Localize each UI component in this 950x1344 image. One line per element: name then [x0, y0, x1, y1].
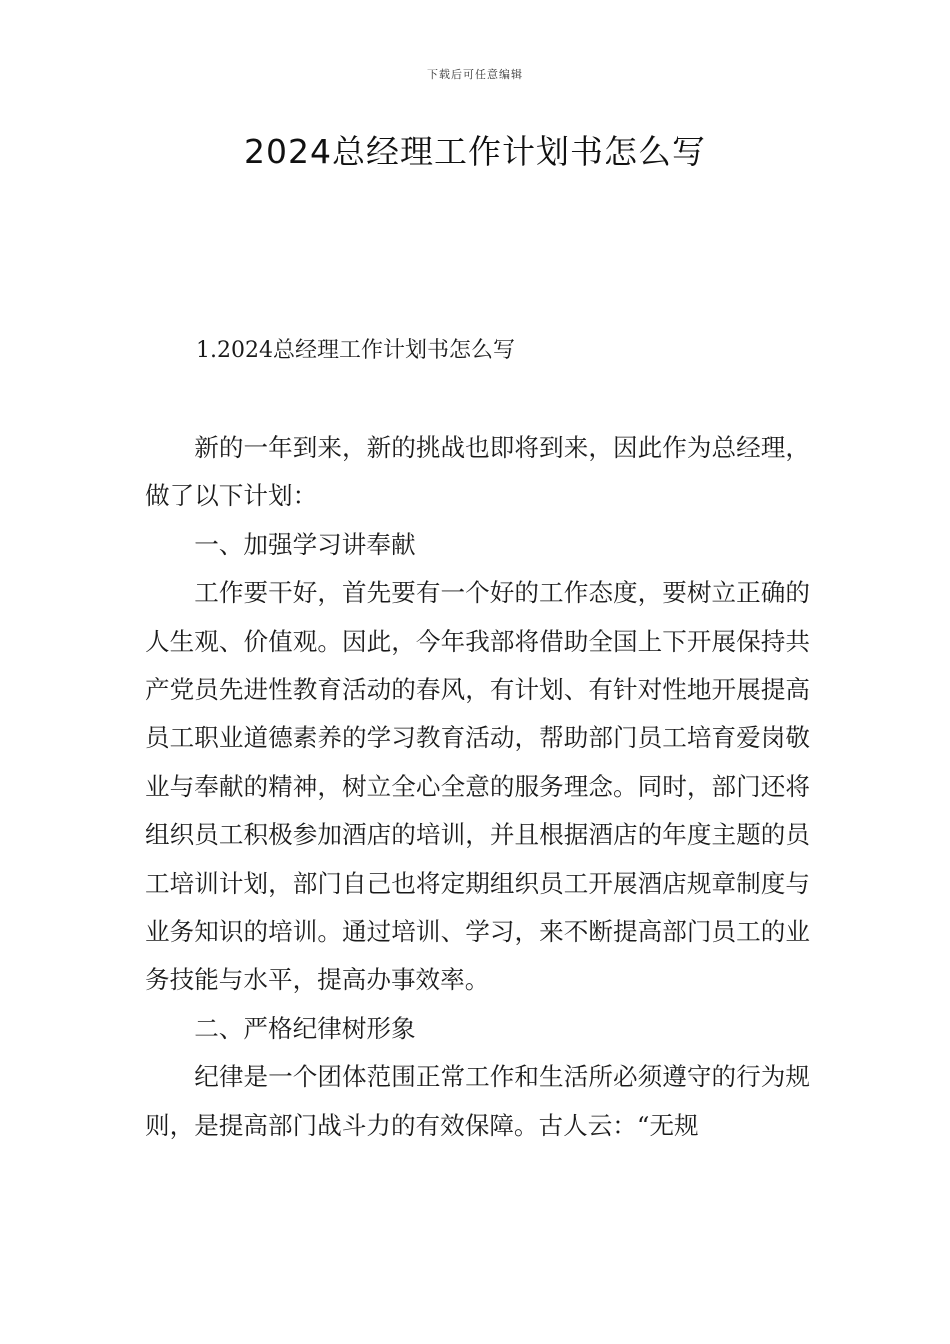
document-body	[145, 424, 810, 1150]
document-title: 2024总经理工作计划书怎么写	[244, 132, 706, 171]
paragraph-discipline: 纪律是一个团体范围正常工作和生活所必须遵守的行为规则，是提高部门战斗力的有效保障。古人云：“无规	[145, 1062, 810, 1140]
paragraph-study: 工作要干好，首先要有一个好的工作态度，要树立正确的人生观、价值观。因此，今年我部将借助全国上下开展保持共产党员先进性教育活动的春风，有计划、有针对性地开展提高员工职业道德素养的学习教育活动，帮助部门员工培育爱岗敬业与奉献的精神，树立全心全意的服务理念。同时，部门还将组织员工积极参加酒店的培训，并且根据酒店的年度主题的员工培训计划，部门自己也将定期组织员工开展酒店规章制度与业务知识的培训。通过培训、学习，来不断提高部门员工的业务技能与水平，提高办事效率。	[145, 578, 810, 995]
subheading-study: 一、加强学习讲奉献	[194, 529, 416, 559]
section-heading: 1.2024总经理工作计划书怎么写	[196, 338, 515, 363]
paragraph-intro: 新的一年到来，新的挑战也即将到来，因此作为总经理，做了以下计划：	[145, 433, 810, 511]
page-header-note: 下载后可任意编辑	[427, 68, 523, 81]
subheading-discipline: 二、严格纪律树形象	[194, 1013, 416, 1043]
